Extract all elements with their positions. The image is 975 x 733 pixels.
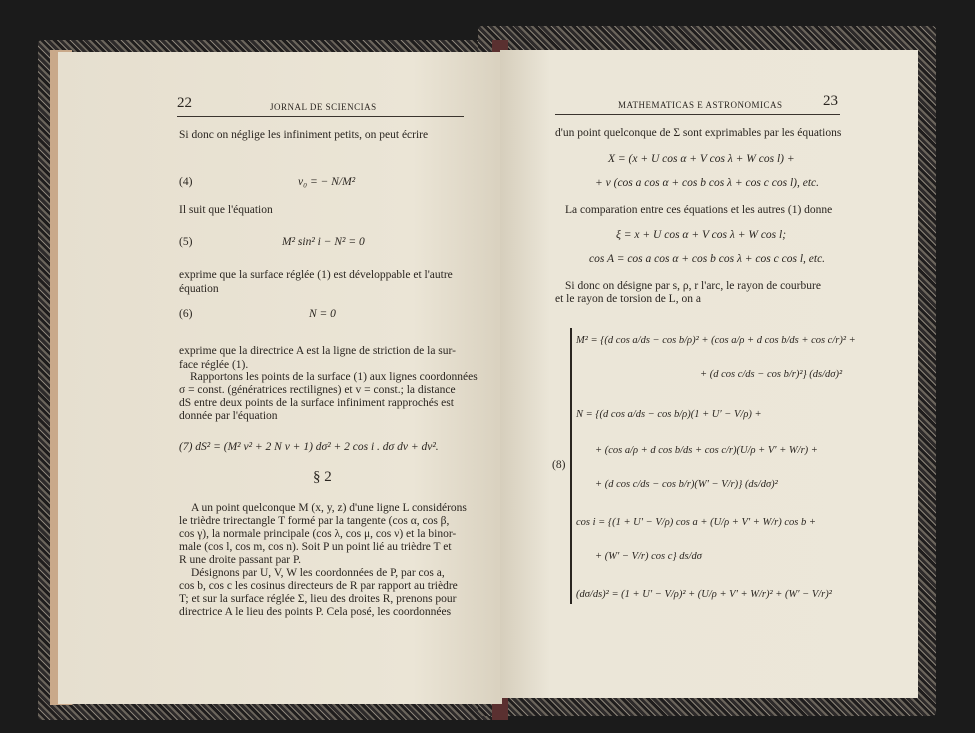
text-line: et le rayon de torsion de L, on a xyxy=(555,293,701,305)
text-line: T; et sur la surface réglée Σ, lieu des droites R, prenons pour xyxy=(179,593,457,605)
equation: X = (x + U cos α + V cos λ + W cos l) + xyxy=(608,153,795,165)
text-line: donnée par l'équation xyxy=(179,410,278,422)
text-line: Si donc on néglige les infiniment petits, on peut écrire xyxy=(179,129,429,141)
text-line: cos γ), la normale principale (cos λ, cos μ, cos ν) et la binor- xyxy=(179,528,457,540)
text-line: σ = const. (génératrices rectilignes) et v = const.; la distance xyxy=(179,384,456,396)
text-line: Si donc on désigne par s, ρ, r l'arc, le rayon de courbure xyxy=(565,280,821,292)
equation: v₀ = − N/M² xyxy=(298,176,356,188)
header-rule xyxy=(555,114,840,115)
text-line: male (cos l, cos m, cos n). Soit P un point lié au trièdre T et xyxy=(179,541,452,553)
text-line: Désignons par U, V, W les coordonnées de P, par cos a, xyxy=(191,567,445,579)
text-line: exprime que la surface réglée (1) est développable et l'autre xyxy=(179,269,453,281)
text-line: La comparation entre ces équations et les autres (1) donne xyxy=(565,204,833,216)
header-rule xyxy=(177,116,464,117)
text-line: R une droite passant par P. xyxy=(179,554,302,566)
equation: (dσ/ds)² = (1 + U′ − V/ρ)² + (U/ρ + V′ + W/r)² + (W′ − V/r)² xyxy=(576,589,832,600)
equation: M² sin² i − N² = 0 xyxy=(282,236,365,248)
left-page xyxy=(58,52,502,704)
equation-number: (4) xyxy=(179,176,193,188)
text-line: directrice A le lieu des points P. Cela posé, les coordonnées xyxy=(179,606,452,618)
text-line: face réglée (1). xyxy=(179,359,249,371)
equation: cos i = {(1 + U′ − V/ρ) cos a + (U/ρ + V′ + W/r) cos b + xyxy=(576,517,816,528)
text-line: cos b, cos c les cosinus directeurs de R par rapport au trièdre xyxy=(179,580,458,592)
equation-number: (5) xyxy=(179,236,193,248)
equation: + v (cos a cos α + cos b cos λ + cos c cos l), etc. xyxy=(595,177,819,189)
system-brace xyxy=(570,328,572,604)
equation: M² = {(d cos a/ds − cos b/ρ)² + (cos a/ρ + d cos b/ds + cos c/r)² + xyxy=(576,335,856,346)
running-header: JORNAL DE SCIENCIAS xyxy=(270,102,377,112)
equation: N = {(d cos a/ds − cos b/ρ)(1 + U′ − V/ρ) + xyxy=(576,409,762,420)
equation-number: (8) xyxy=(552,459,566,471)
text-line: Il suit que l'équation xyxy=(179,204,273,216)
equation: + (W′ − V/r) cos c} ds/dσ xyxy=(595,551,702,562)
text-line: équation xyxy=(179,283,219,295)
equation: + (d cos c/ds − cos b/r)²} (ds/dσ)² xyxy=(700,369,843,380)
text-line: exprime que la directrice A est la ligne de striction de la sur- xyxy=(179,345,456,357)
equation-number: (6) xyxy=(179,308,193,320)
equation: cos A = cos a cos α + cos b cos λ + cos c cos l, etc. xyxy=(589,253,826,265)
text-line: d'un point quelconque de Σ sont exprimables par les équations xyxy=(555,127,842,139)
text-line: dS entre deux points de la surface infiniment rapprochés est xyxy=(179,397,454,409)
text-line: A un point quelconque M (x, y, z) d'une ligne L considérons xyxy=(191,502,467,514)
equation: + (cos a/ρ + d cos b/ds + cos c/r)(U/ρ + V′ + W/r) + xyxy=(595,445,818,456)
text-line: le trièdre trirectangle T formé par la tangente (cos α, cos β, xyxy=(179,515,450,527)
equation: (7) dS² = (M² v² + 2 N v + 1) dσ² + 2 cos i . dσ dv + dv². xyxy=(179,441,439,453)
equation: + (d cos c/ds − cos b/r)(W′ − V/r)} (ds/dσ)² xyxy=(595,479,778,490)
section-heading: § 2 xyxy=(313,469,332,485)
right-page xyxy=(500,50,918,698)
equation: N = 0 xyxy=(309,308,336,320)
page-number: 23 xyxy=(823,93,838,109)
running-header: MATHEMATICAS E ASTRONOMICAS xyxy=(618,100,783,110)
equation: ξ = x + U cos α + V cos λ + W cos l; xyxy=(616,229,787,241)
text-line: Rapportons les points de la surface (1) aux lignes coordonnées xyxy=(190,371,478,383)
page-number: 22 xyxy=(177,95,192,111)
